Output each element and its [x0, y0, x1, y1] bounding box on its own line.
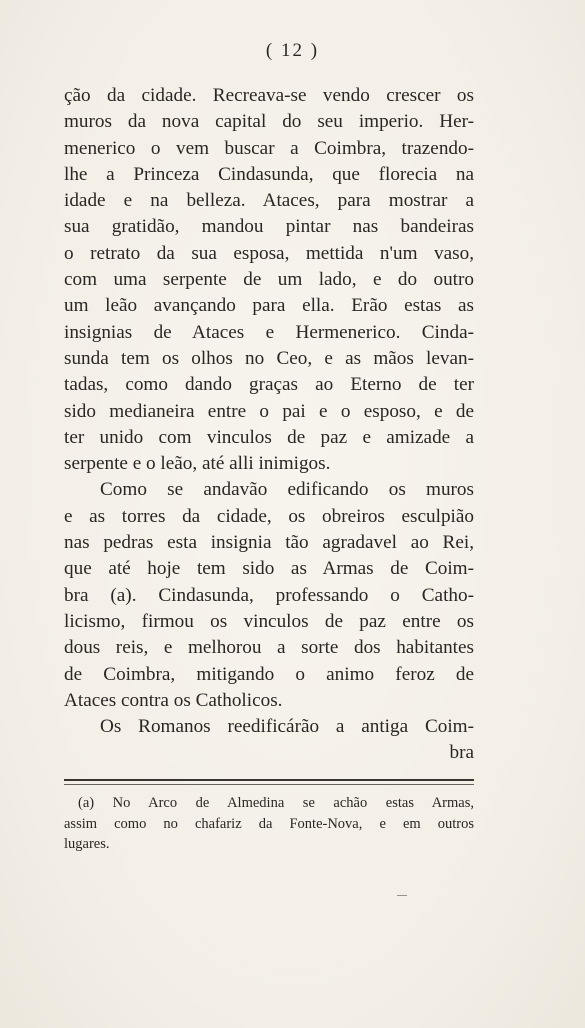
text-line: sido medianeira entre o pai e o esposo, e de	[64, 400, 474, 422]
body-text	[64, 83, 474, 767]
footnote-rule-thin	[64, 784, 474, 785]
text-line: que até hoje tem sido as Armas de Coim-	[64, 558, 474, 580]
text-line: muros da nova capital do seu imperio. Her-	[64, 111, 474, 133]
text-line: sunda tem os olhos no Ceo, e as mãos levan-	[64, 347, 474, 369]
footnote-line: (a) No Arco de Almedina se achão estas Armas,	[78, 795, 474, 811]
stray-mark	[397, 895, 407, 896]
text-line: lhe a Princeza Cindasunda, que florecia na	[64, 163, 474, 185]
text-line: licismo, firmou os vinculos de paz entre os	[64, 610, 474, 632]
text-line: o retrato da sua esposa, mettida n'um vaso,	[64, 242, 474, 264]
text-line: dous reis, e melhorou a sorte dos habitantes	[64, 637, 474, 659]
text-line: serpente e o leão, até alli inimigos.	[64, 453, 331, 475]
text-line: sua gratidão, mandou pintar nas bandeiras	[64, 216, 474, 238]
footnote	[64, 793, 474, 855]
text-line: Ataces contra os Catholicos.	[64, 689, 283, 711]
text-line: ção da cidade. Recreava-se vendo crescer os	[64, 85, 474, 106]
text-line: ter unido com vinculos de paz e amizade a	[64, 426, 474, 448]
page-number: ( 12 )	[265, 40, 320, 61]
text-line: idade e na belleza. Ataces, para mostrar a	[64, 190, 474, 212]
footnote-line: lugares.	[64, 836, 110, 852]
paragraph-start-line: Os Romanos reedificárão a antiga Coim-	[100, 716, 474, 738]
text-line: menerico o vem buscar a Coimbra, trazendo-	[64, 137, 474, 159]
text-line: tadas, como dando graças ao Eterno de ter	[64, 374, 474, 396]
footnote-rule	[64, 779, 474, 781]
text-line: e as torres da cidade, os obreiros esculpião	[64, 505, 474, 527]
text-line: nas pedras esta insignia tão agradavel ao Rei,	[64, 532, 474, 554]
text-line: com uma serpente de um lado, e do outro	[64, 269, 474, 291]
footnote-line: assim como no chafariz da Fonte-Nova, e em outros	[64, 815, 474, 832]
paragraph-start-line: Como se andavão edificando os muros	[100, 479, 474, 501]
text-line: insignias de Ataces e Hermenerico. Cinda-	[64, 321, 474, 343]
text-line: um leão avançando para ella. Erão estas as	[64, 295, 474, 317]
text-line: de Coimbra, mitigando o animo feroz de	[64, 663, 474, 685]
text-line: bra (a). Cindasunda, professando o Catho-	[64, 584, 474, 606]
catchword: bra	[449, 742, 474, 764]
